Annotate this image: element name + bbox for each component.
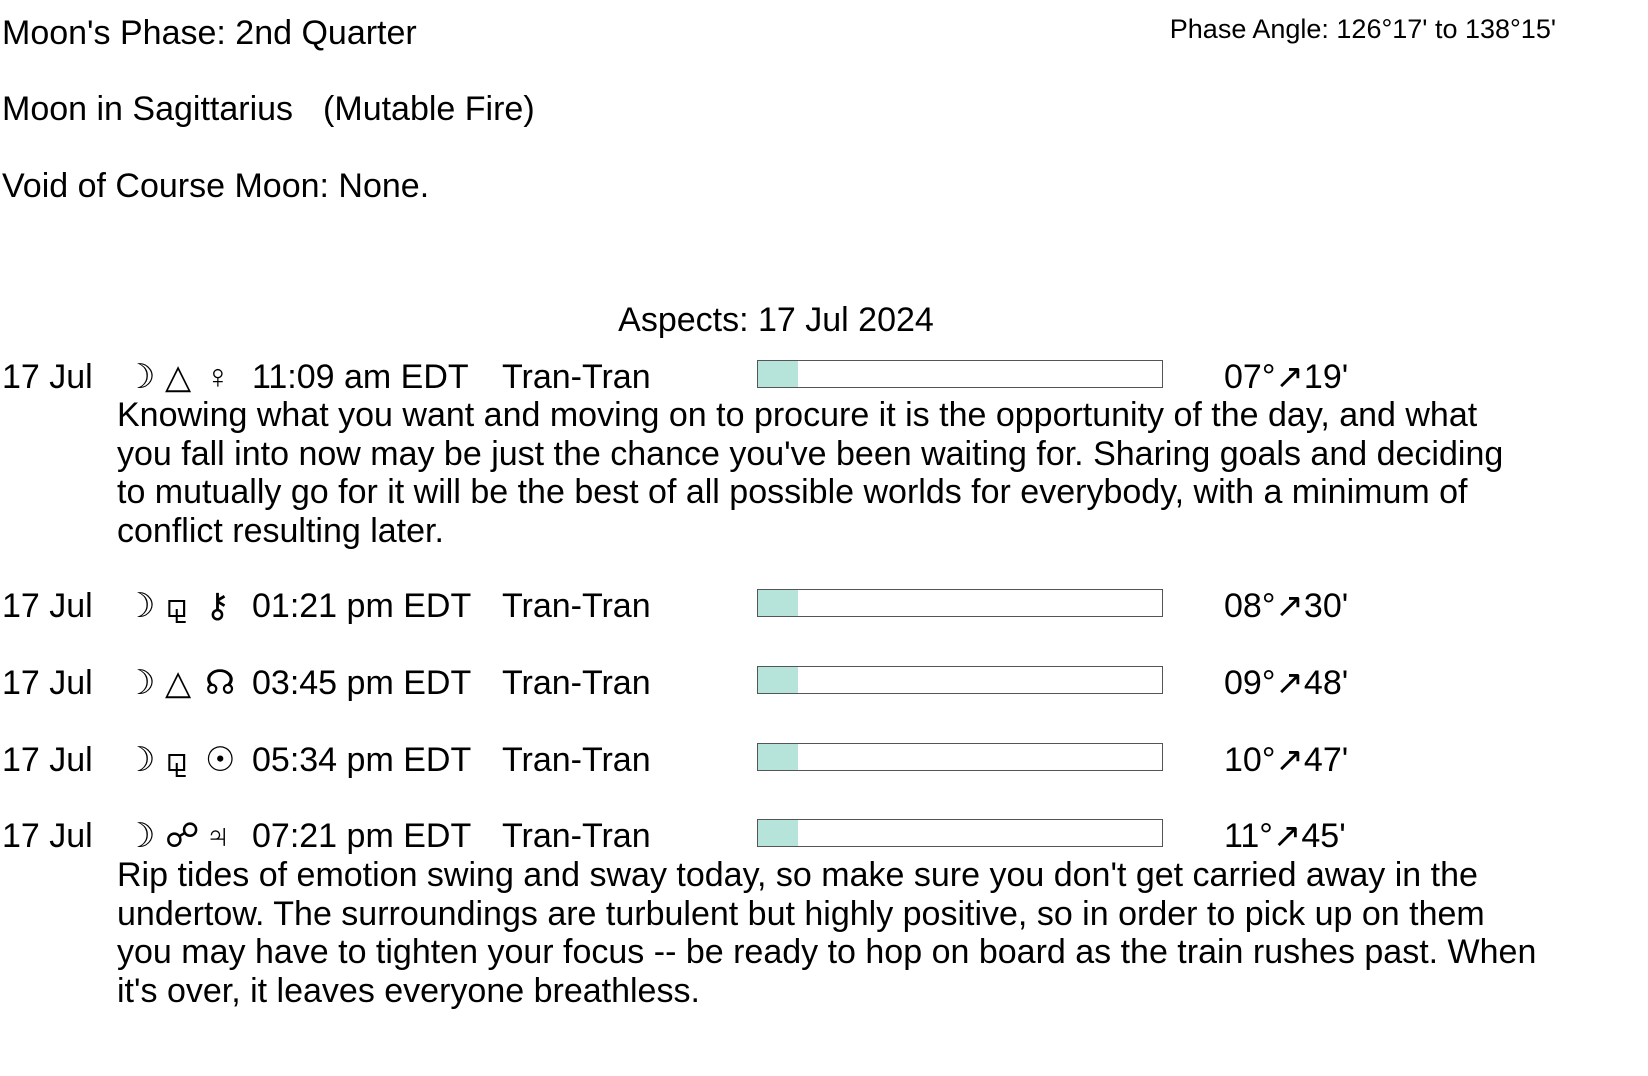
opposition-icon: ☍ bbox=[165, 817, 200, 855]
aspect-description: Rip tides of emotion swing and sway today, so make sure you don't get carried away in the undertow. The surroundings are turbulent but highly positive, so in order to pick up on them you may have to tighten your focus -- be ready to hop on board as the train rushes past. When it's over, it leaves everyone breathless. bbox=[117, 856, 1537, 1010]
aspect-date: 17 Jul bbox=[2, 664, 93, 702]
aspect-date: 17 Jul bbox=[2, 817, 93, 855]
phase-angle-text: Phase Angle: 126°17' to 138°15' bbox=[1169, 14, 1556, 44]
aspect-glyphs bbox=[125, 740, 245, 780]
aspect-kind: Tran-Tran bbox=[502, 587, 651, 625]
aspect-glyphs bbox=[125, 586, 245, 626]
aspect-position: 11°↗45' bbox=[1224, 817, 1346, 855]
aspect-strength-bar bbox=[757, 743, 1163, 771]
aspect-position: 08°↗30' bbox=[1224, 587, 1349, 625]
aspect-strength-bar bbox=[757, 360, 1163, 388]
aspect-strength-fill bbox=[758, 744, 798, 770]
aspect-date: 17 Jul bbox=[2, 741, 93, 779]
sesquiquadrate-icon: ⚼ bbox=[165, 741, 189, 779]
aspect-row bbox=[0, 663, 1648, 703]
aspect-date: 17 Jul bbox=[2, 358, 93, 396]
moon-sign-line bbox=[2, 89, 535, 129]
aspect-strength-fill bbox=[758, 820, 798, 846]
aspect-description: Knowing what you want and moving on to procure it is the opportunity of the day, and what you fall into now may be just the chance you've been waiting for. Sharing goals and deciding to mutually go for it will be the best of all possible worlds for everybody, with a minimum of conflict resulting later. bbox=[117, 396, 1504, 550]
aspect-time: 11:09 am EDT bbox=[252, 358, 469, 396]
aspect-position: 07°↗19' bbox=[1224, 358, 1349, 396]
aspect-row bbox=[0, 816, 1648, 856]
moon-element-text: (Mutable Fire) bbox=[323, 90, 535, 128]
aspect-kind: Tran-Tran bbox=[502, 817, 651, 855]
aspect-glyphs bbox=[125, 663, 245, 703]
chiron-icon: ⚷ bbox=[205, 587, 230, 625]
aspect-time: 05:34 pm EDT bbox=[252, 741, 472, 779]
sesquiquadrate-icon: ⚼ bbox=[165, 587, 189, 625]
moon-icon: ☽ bbox=[125, 587, 156, 625]
aspect-date: 17 Jul bbox=[2, 587, 93, 625]
moon-icon: ☽ bbox=[125, 741, 156, 779]
aspect-strength-bar bbox=[757, 666, 1163, 694]
north-node-icon: ☊ bbox=[205, 664, 236, 702]
aspect-row bbox=[0, 357, 1648, 397]
aspect-position: 09°↗48' bbox=[1224, 664, 1349, 702]
moon-sign-text: Moon in Sagittarius bbox=[2, 90, 294, 128]
aspect-row bbox=[0, 740, 1648, 780]
jupiter-icon: ♃ bbox=[205, 817, 231, 855]
sun-icon: ☉ bbox=[205, 741, 236, 779]
moon-phase-text: Moon's Phase: 2nd Quarter bbox=[2, 14, 417, 52]
aspect-time: 03:45 pm EDT bbox=[252, 664, 472, 702]
trine-icon: △ bbox=[165, 358, 192, 396]
aspect-time: 07:21 pm EDT bbox=[252, 817, 472, 855]
aspect-time: 01:21 pm EDT bbox=[252, 587, 472, 625]
aspect-strength-bar bbox=[757, 819, 1163, 847]
aspect-position: 10°↗47' bbox=[1224, 741, 1349, 779]
moon-icon: ☽ bbox=[125, 817, 156, 855]
aspect-glyphs bbox=[125, 816, 245, 856]
aspect-kind: Tran-Tran bbox=[502, 358, 651, 396]
aspect-kind: Tran-Tran bbox=[502, 741, 651, 779]
aspect-strength-fill bbox=[758, 590, 798, 616]
venus-icon: ♀ bbox=[205, 358, 231, 396]
aspect-strength-fill bbox=[758, 361, 798, 387]
void-of-course-text: Void of Course Moon: None. bbox=[2, 167, 430, 205]
aspect-glyphs bbox=[125, 357, 245, 397]
trine-icon: △ bbox=[165, 664, 192, 702]
aspect-row bbox=[0, 586, 1648, 626]
aspect-strength-fill bbox=[758, 667, 798, 693]
aspect-strength-bar bbox=[757, 589, 1163, 617]
aspects-title: Aspects: 17 Jul 2024 bbox=[618, 301, 934, 339]
moon-icon: ☽ bbox=[125, 358, 156, 396]
moon-icon: ☽ bbox=[125, 664, 156, 702]
aspect-kind: Tran-Tran bbox=[502, 664, 651, 702]
